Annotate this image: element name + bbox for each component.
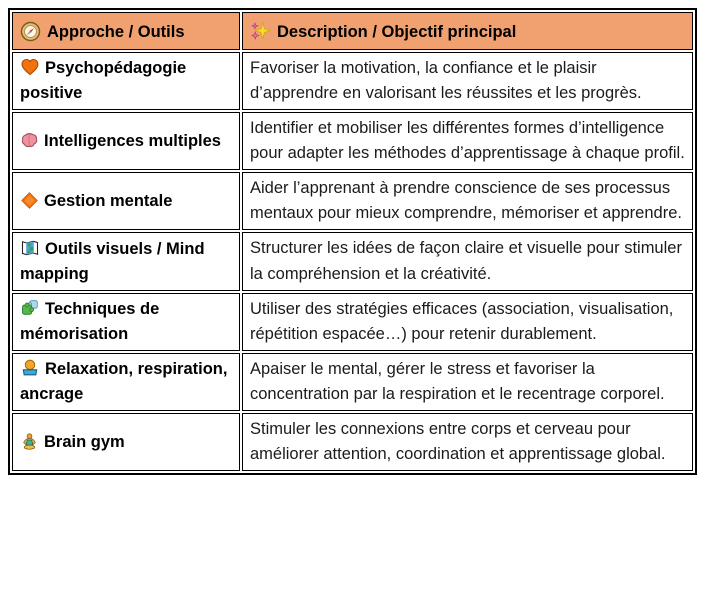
orange-heart-icon — [20, 57, 40, 77]
approach-cell — [12, 172, 240, 230]
description-cell: Favoriser la motivation, la confiance et le plaisir d’apprendre en valorisant les réussites et les progrès. — [242, 52, 693, 110]
table-row — [12, 232, 693, 290]
header-description — [242, 12, 693, 50]
sparkles-icon — [250, 21, 271, 42]
approach-cell — [12, 232, 240, 290]
approach-label: Brain gym — [44, 432, 125, 451]
description-cell: Stimuler les connexions entre corps et cerveau pour améliorer attention, coordination et apprentissage global. — [242, 413, 693, 471]
table-row — [12, 353, 693, 411]
world-map-icon — [20, 238, 40, 258]
approach-label: Relaxation, respiration, ancrage — [20, 360, 228, 403]
approach-label: Techniques de mémorisation — [20, 299, 160, 343]
table-row — [12, 52, 693, 110]
approach-cell — [12, 413, 240, 471]
approach-label: Intelligences multiples — [44, 131, 221, 150]
table-row — [12, 293, 693, 351]
brain-icon — [20, 131, 39, 150]
description-cell: Identifier et mobiliser les différentes formes d’intelligence pour adapter les méthodes d’apprentissage à chaque profil. — [242, 112, 693, 170]
table-row — [12, 172, 693, 230]
lotus-person-icon — [20, 432, 39, 451]
description-cell: Apaiser le mental, gérer le stress et favoriser la concentration par la respiration et le recentrage corporel. — [242, 353, 693, 411]
header-approche-label: Approche / Outils — [47, 22, 185, 41]
compass-icon — [20, 21, 41, 42]
approach-cell — [12, 353, 240, 411]
orange-diamond-icon — [20, 191, 39, 210]
puzzle-piece-icon — [20, 298, 40, 318]
approaches-table — [8, 8, 697, 475]
approach-label: Psychopédagogie positive — [20, 59, 187, 103]
table-row — [12, 413, 693, 471]
header-description-label: Description / Objectif principal — [277, 22, 517, 41]
description-cell: Aider l’apprenant à prendre conscience de ses processus mentaux pour mieux comprendre, mémoriser et apprendre. — [242, 172, 693, 230]
approach-label: Gestion mentale — [44, 192, 173, 211]
approach-cell — [12, 112, 240, 170]
approach-cell — [12, 52, 240, 110]
description-cell: Utiliser des stratégies efficaces (association, visualisation, répétition espacée…) pour retenir durablement. — [242, 293, 693, 351]
meditation-sun-icon — [20, 358, 40, 378]
table-header-row — [12, 12, 693, 50]
description-cell: Structurer les idées de façon claire et visuelle pour stimuler la compréhension et la créativité. — [242, 232, 693, 290]
approach-label: Outils visuels / Mind mapping — [20, 239, 205, 283]
table-row — [12, 112, 693, 170]
approach-cell — [12, 293, 240, 351]
header-approche — [12, 12, 240, 50]
